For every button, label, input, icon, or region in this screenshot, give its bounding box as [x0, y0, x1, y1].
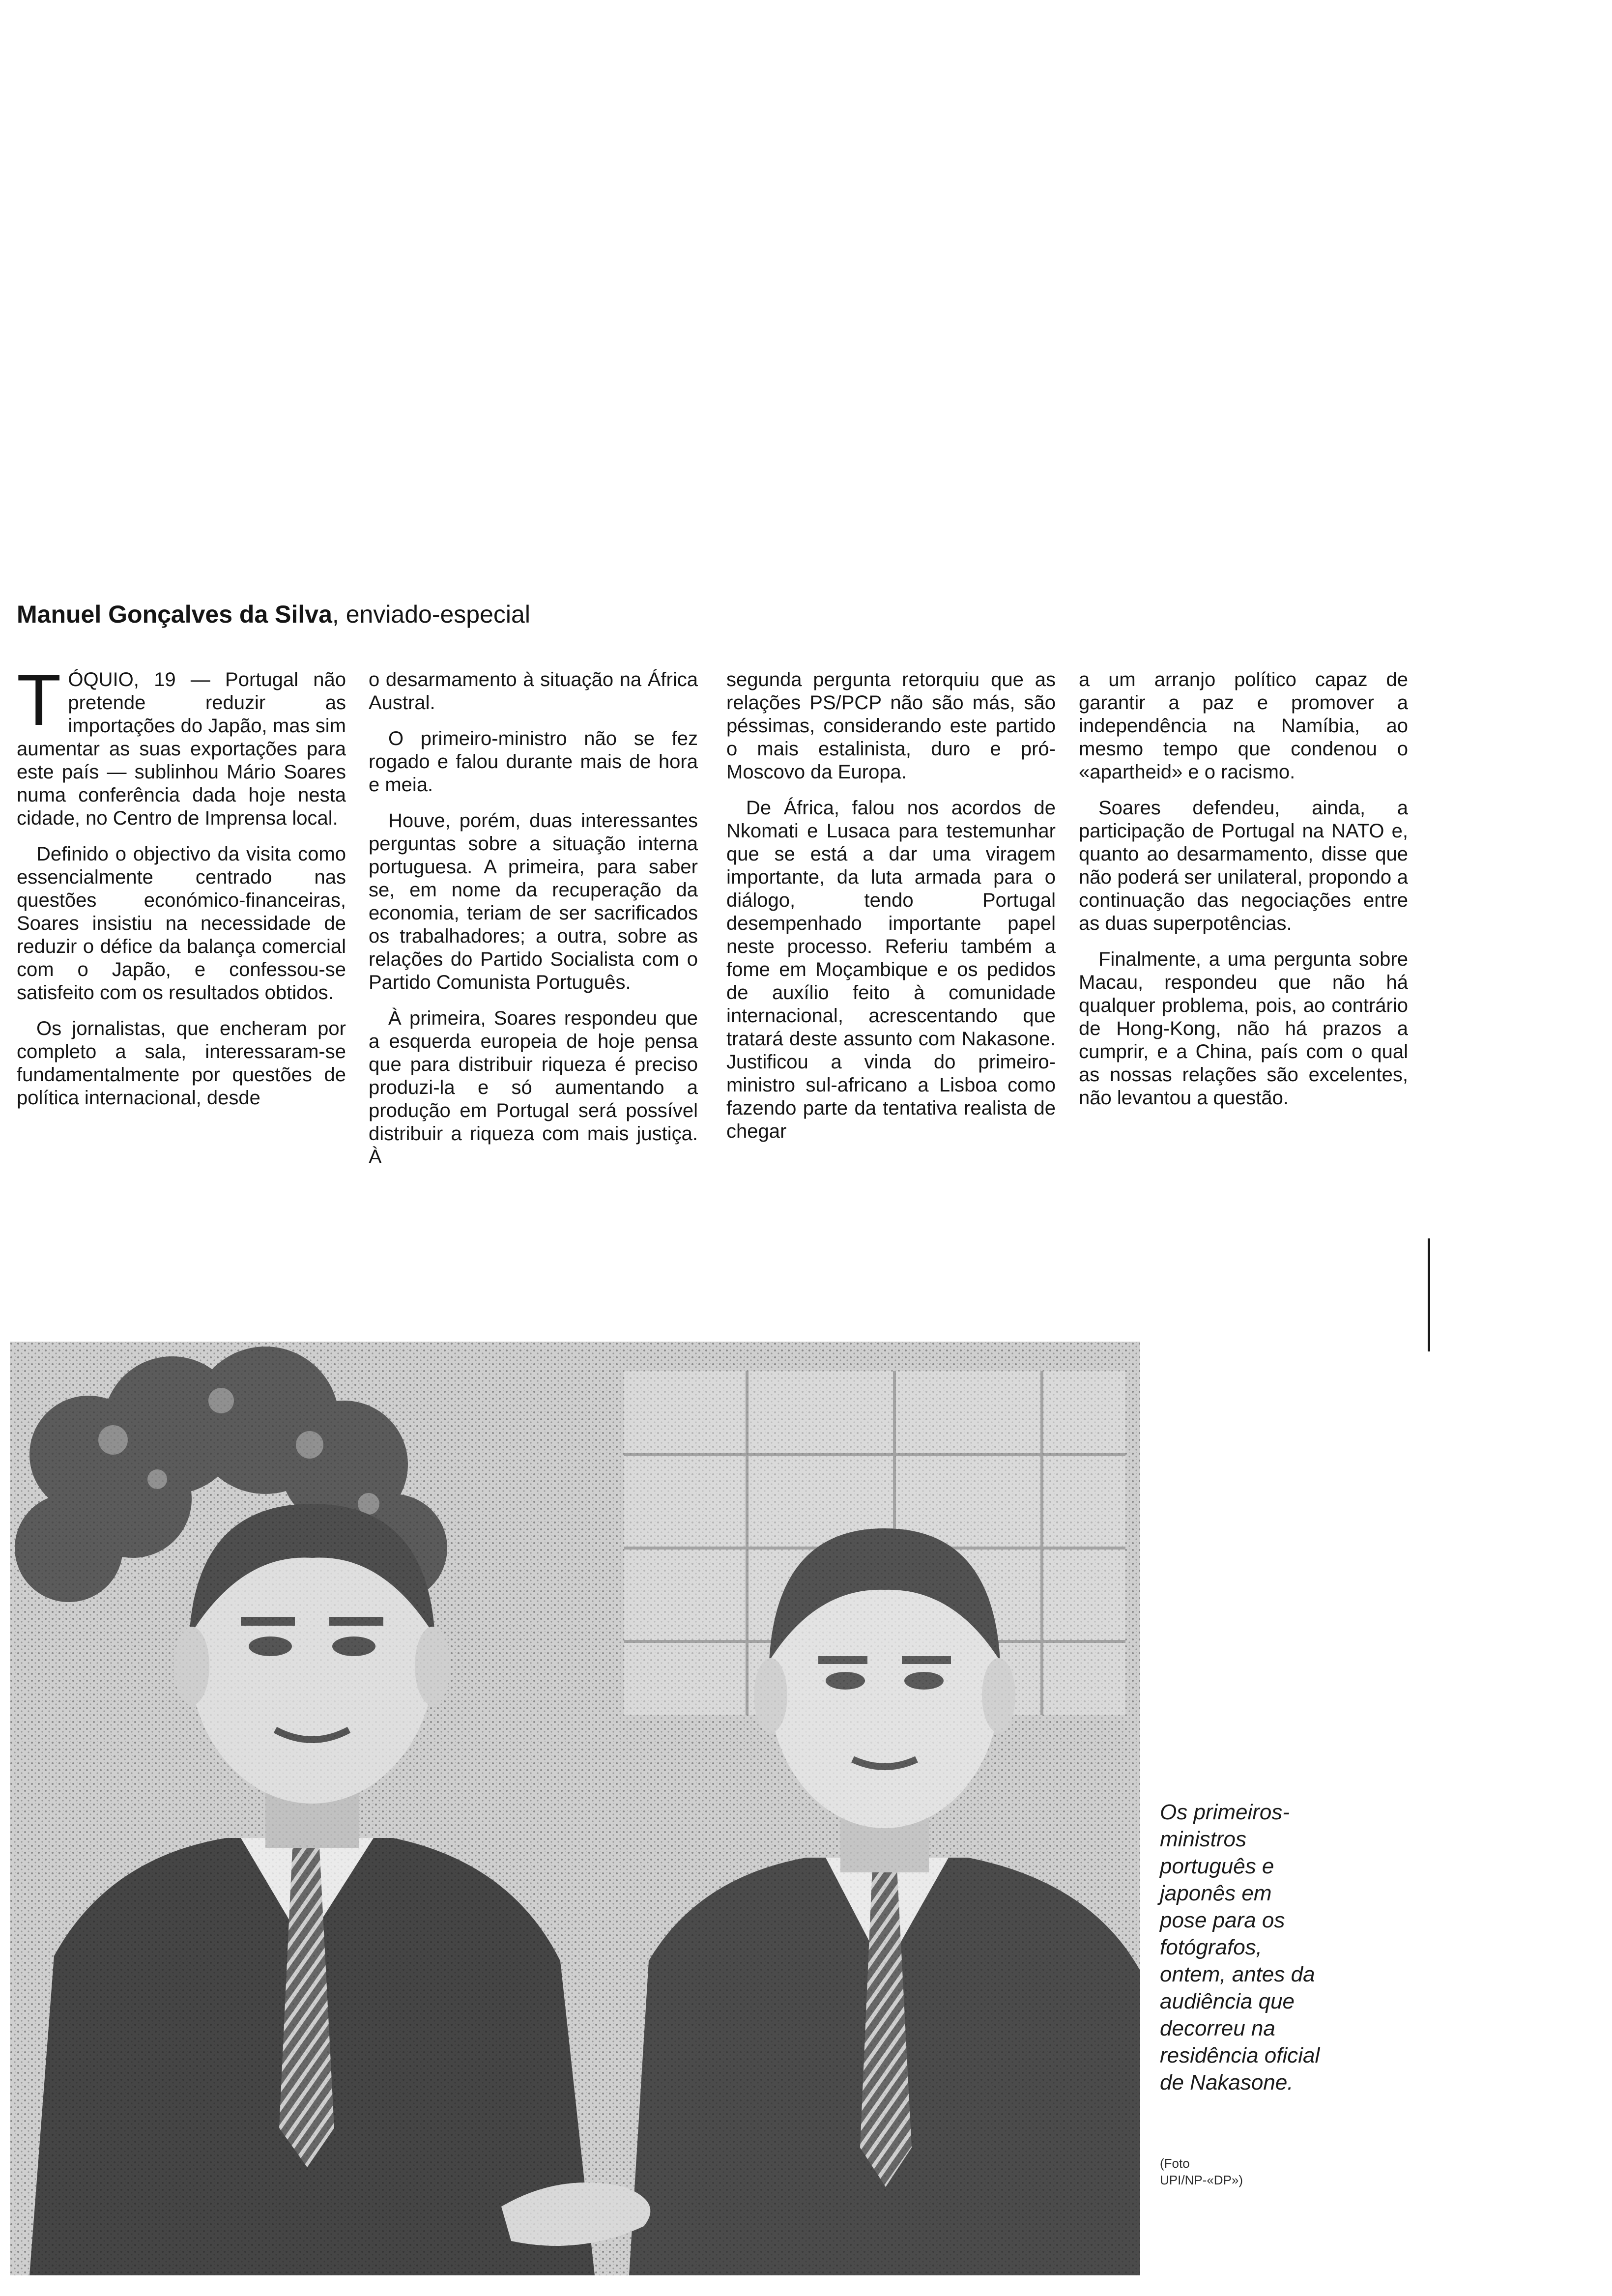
news-photo — [10, 1342, 1140, 2275]
byline-role: , enviado-especial — [332, 601, 530, 628]
column-4-paragraph-1: a um arranjo político capaz de garantir a paz e promover a independência na Namíbia, ao mesmo tempo que condenou o «apartheid» e o racismo. — [1079, 669, 1408, 783]
column-2-paragraph-3: Houve, porém, duas interessantes perguntas sobre a situação interna portuguesa. A primeira, para saber se, em nome da recuperação da economia, teriam de ser sacrificados os trabalhadores; a outra, sobre as relações do Partido Socialista com o Partido Comunista Português. — [369, 810, 698, 993]
column-1-paragraph-2: Definido o objectivo da visita como essencialmente centrado nas questões económico-financeiras, Soares insistiu na necessidade de reduzir o défice da balança comercial com o Japão, e confessou-se satisfeito com os resultados obtidos. — [17, 843, 346, 1004]
column-4-paragraph-2: Soares defendeu, ainda, a participação de Portugal na NATO e, quanto ao desarmamento, disse que não poderá ser unilateral, propondo a continuação das negociações entre as duas superpotências. — [1079, 797, 1408, 934]
paragraph-text: ÓQUIO, 19 — Portugal não pretende reduzir as importações do Japão, mas sim aumentar as suas exportações para este país — sublinhou Mário Soares numa conferência dada hoje nesta cidade, no Centro de Imprensa local. — [17, 669, 346, 829]
photo-caption: Os primeiros-ministros português e japonês em pose para os fotógrafos, ontem, antes da audiência que decorreu na residência oficial de Nakasone. — [1160, 1800, 1320, 2095]
article-column-3 — [726, 668, 1056, 1156]
column-1-paragraph-1 — [17, 660, 346, 830]
article-column-2 — [369, 668, 698, 1181]
byline-author: Manuel Gonçalves da Silva — [17, 601, 332, 628]
column-3-paragraph-2: De África, falou nos acordos de Nkomati e Lusaca para testemunhar que se está a dar uma viragem importante, da luta armada para o diálogo, tendo Portugal desempenhado importante papel neste processo. Referiu também a fome em Moçambique e os pedidos de auxílio feito à comunidade internacional, acrescentando que tratará deste assunto com Nakasone. Justificou a vinda do primeiro-ministro sul-africano a Lisboa como fazendo parte da tentativa realista de chegar — [726, 797, 1056, 1142]
column-3-paragraph-1: segunda pergunta retorquiu que as relações PS/PCP não são más, são péssimas, considerando este partido o mais estalinista, duro e pró-Moscovo da Europa. — [726, 669, 1056, 783]
column-2-paragraph-2: O primeiro-ministro não se fez rogado e falou durante mais de hora e meia. — [369, 728, 698, 796]
column-4-paragraph-3: Finalmente, a uma pergunta sobre Macau, respondeu que não há qualquer problema, pois, ao contrário de Hong-Kong, não há prazos a cumprir, e a China, país com o qual as nossas relações são excelentes, não levantou a questão. — [1079, 948, 1408, 1109]
article-byline — [17, 599, 656, 630]
photo-credit-line-2: UPI/NP-«DP») — [1160, 2173, 1243, 2187]
column-1-paragraph-3: Os jornalistas, que encheram por completo a sala, interessaram-se fundamentalmente por questões de política internacional, desde — [17, 1018, 346, 1109]
photo-credit-line-1: (Foto — [1160, 2156, 1190, 2171]
column-2-paragraph-1: o desarmamento à situação na África Austral. — [369, 669, 698, 714]
article-column-4 — [1079, 668, 1408, 1122]
column-2-paragraph-4: À primeira, Soares respondeu que a esquerda europeia de hoje pensa que para distribuir riqueza é preciso produzi-la e só aumentando a produção em Portugal será possível distribuir a riqueza com mais justiça. À — [369, 1007, 698, 1168]
photo-illustration — [10, 1342, 1140, 2275]
drop-cap: T — [17, 660, 61, 741]
photo-credit — [1160, 2155, 1322, 2188]
margin-rule — [1428, 1238, 1430, 1351]
article-column-1 — [17, 660, 346, 1122]
